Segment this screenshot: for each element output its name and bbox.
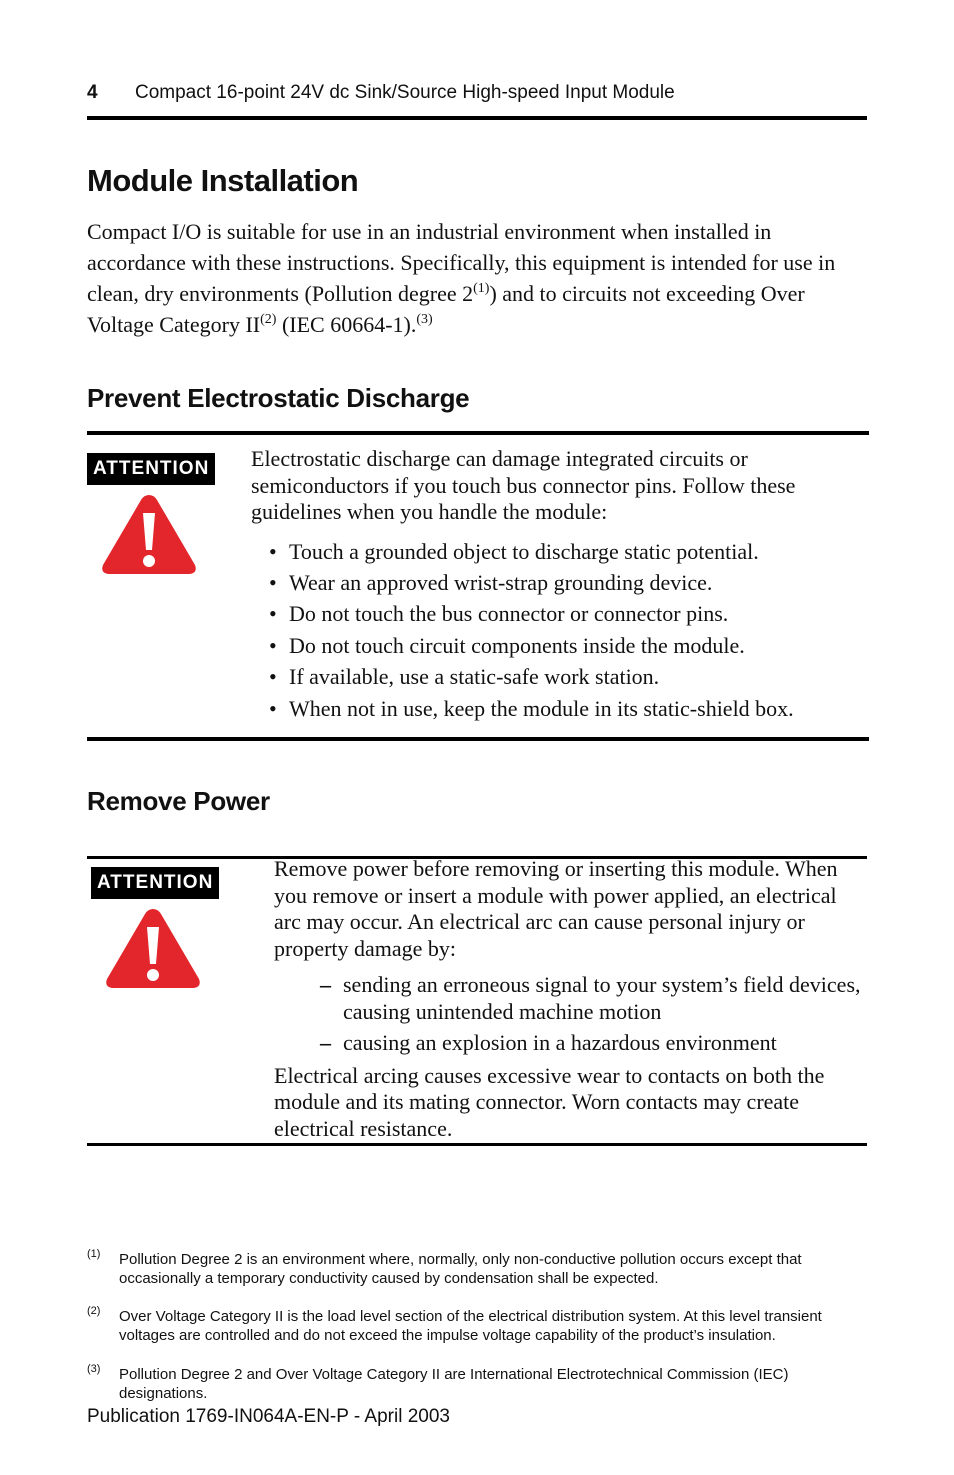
footnote-text: Over Voltage Category II is the load level section of the electrical distribution system. At this level transient voltages are controlled and do not exceed the impulse voltage capability of the product’s insulation. — [119, 1308, 822, 1344]
power-attention-label: ATTENTION — [91, 867, 219, 899]
power-bottom-rule — [87, 1143, 867, 1146]
footnote-text: Pollution Degree 2 and Over Voltage Category II are International Electrotechnical Commission (IEC) designations. — [119, 1366, 789, 1402]
footnote-mark: (1) — [87, 1248, 101, 1260]
header-title: Compact 16-point 24V dc Sink/Source High-speed Input Module — [135, 82, 675, 103]
warning-triangle-icon — [103, 903, 203, 993]
list-item: • When not in use, keep the module in its static-shield box. — [251, 693, 861, 724]
power-hazard-list — [274, 972, 864, 1057]
esd-guideline-list — [251, 536, 861, 724]
power-attention-text — [274, 856, 864, 1142]
footnote-ref-2[interactable]: (2) — [260, 312, 277, 327]
esd-attention-label: ATTENTION — [87, 453, 215, 485]
intro-paragraph: Compact I/O is suitable for use in an industrial environment when installed in accordance with these instructions. Specifically, this equipment is intended for use in clean, dry environments (Pollution degree 2$^{(1)}$) and to circuits not exceeding Over Voltage Category II$^{(2)}$ (IEC 60664-1).$^{(3)}$ — [87, 219, 836, 337]
footnote-mark: (3) — [87, 1363, 101, 1375]
section-title: Module Installation — [87, 163, 359, 198]
list-item: • Wear an approved wrist-strap grounding device. — [251, 567, 861, 598]
esd-message: Electrostatic discharge can damage integrated circuits or semiconductors if you touch bus connector pins. Follow these guidelines when you handle the module: — [251, 446, 796, 524]
list-item: • Do not touch the bus connector or connector pins. — [251, 598, 861, 629]
footnote-ref-3[interactable]: (3) — [416, 312, 433, 327]
header-rule — [87, 116, 867, 120]
list-item: • Touch a grounded object to discharge static potential. — [251, 536, 861, 567]
list-item: • If available, use a static-safe work station. — [251, 661, 861, 692]
publication-footer: Publication 1769-IN064A-EN-P - April 2003 — [87, 1406, 450, 1427]
footnote-ref-1[interactable]: (1) — [473, 281, 490, 296]
warning-triangle-icon — [99, 489, 199, 579]
list-item: – sending an erroneous signal to your system’s field devices, causing unintended machine motion — [274, 972, 864, 1025]
power-message: Remove power before removing or inserting this module. When you remove or insert a module with power applied, an electrical arc may occur. An electrical arc can cause personal injury or property damage by: — [274, 856, 838, 961]
running-header — [87, 82, 867, 108]
power-heading: Remove Power — [87, 786, 270, 816]
power-closing-note: Electrical arcing causes excessive wear to contacts on both the module and its mating connector. Worn contacts may create electrical resistance. — [274, 1062, 825, 1141]
footnote-mark: (2) — [87, 1305, 101, 1317]
footnote-text: Pollution Degree 2 is an environment where, normally, only non-conductive pollution occurs except that occasionally a temporary conductivity caused by condensation shall be expected. — [119, 1251, 802, 1287]
esd-top-rule — [87, 431, 869, 435]
esd-attention-text — [251, 446, 861, 724]
list-item: • Do not touch circuit components inside the module. — [251, 630, 861, 661]
esd-bottom-rule — [87, 737, 869, 741]
page-number: 4 — [87, 82, 98, 103]
list-item: – causing an explosion in a hazardous environment — [274, 1030, 864, 1057]
esd-heading: Prevent Electrostatic Discharge — [87, 383, 470, 413]
